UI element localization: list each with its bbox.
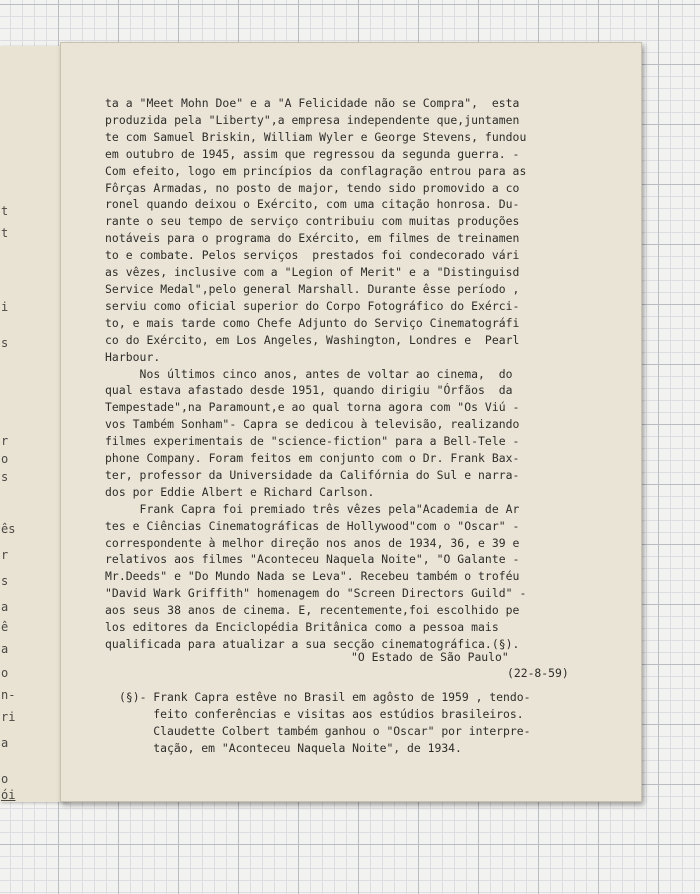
- text-line: vos Também Sonham"- Capra se dedicou à televisão, realizando: [105, 417, 520, 432]
- text-line: los editores da Enciclopédia Britânica como a pessoa mais: [105, 620, 499, 635]
- fragment: o: [1, 666, 9, 680]
- text-line: ta a "Meet Mohn Doe" e a "A Felicidade não se Compra", esta: [105, 96, 520, 110]
- fragment: o: [1, 772, 9, 786]
- underlying-page: [0, 46, 67, 802]
- text-line: notáveis para o programa do Exército, em filmes de treinamen: [105, 231, 520, 246]
- text-line: tes e Ciências Cinematográficas de Hollywood"com o "Oscar" -: [105, 518, 520, 533]
- text-line: serviu como oficial superior do Corpo Fotográfico do Exérci-: [105, 298, 520, 313]
- text-line: dos por Eddie Albert e Richard Carlson.: [105, 484, 375, 499]
- footnote-line: (§)- Frank Capra estêve no Brasil em agôsto de 1959 , tendo-: [119, 690, 531, 704]
- footnote-line: Claudette Colbert também ganhou o "Oscar" por interpre-: [119, 723, 531, 738]
- fragment: o: [1, 452, 9, 466]
- text-line: phone Company. Foram feitos em conjunto com o Dr. Frank Bax-: [105, 451, 520, 466]
- fragment: n-: [1, 688, 16, 702]
- text-line: Frank Capra foi premiado três vêzes pela"Academia de Ar: [105, 501, 520, 516]
- fragment: s: [1, 336, 9, 350]
- text-line: Service Medal",pelo general Marshall. Durante êsse período ,: [105, 281, 520, 296]
- fragment: ói: [1, 788, 16, 802]
- text-line: qual estava afastado desde 1951, quando dirigiu "Órfãos da: [105, 383, 513, 398]
- fragment: r: [1, 434, 9, 448]
- fragment: s: [1, 470, 9, 484]
- text-line: Mr.Deeds" e "Do Mundo Nada se Leva". Recebeu também o troféu: [105, 569, 520, 584]
- text-line: Fôrças Armadas, no posto de major, tendo sido promovido a co: [105, 180, 520, 195]
- fragment: a: [1, 642, 9, 656]
- text-line: relativos aos filmes "Aconteceu Naquela Noite", "O Galante -: [105, 552, 520, 567]
- text-line: ronel quando deixou o Exército, com uma citação honrosa. Du-: [105, 197, 520, 212]
- text-line: "David Wark Griffith" homenagem do "Screen Directors Guild" -: [105, 586, 527, 601]
- footnote: [119, 689, 619, 757]
- fragment: r: [1, 548, 9, 562]
- text-line: ter, professor da Universidade da Califórnia do Sul e narra-: [105, 467, 520, 482]
- text-line: em outubro de 1945, assim que regressou da segunda guerra. -: [105, 146, 520, 161]
- body-text: [105, 95, 625, 653]
- fragment: ê: [1, 620, 9, 634]
- text-line: produzida pela "Liberty",a empresa independente que,juntamen: [105, 112, 520, 127]
- fragment: a: [1, 600, 9, 614]
- text-line: to e combate. Pelos serviços prestados foi condecorado vári: [105, 248, 520, 263]
- fragment: ri: [1, 710, 16, 724]
- source-date: (22-8-59): [507, 666, 569, 680]
- text-line: filmes experimentais de "science-fiction" para a Bell-Tele -: [105, 434, 520, 449]
- text-line: aos seus 38 anos de cinema. E, recentemente,foi escolhido pe: [105, 603, 520, 618]
- fragment: i: [1, 300, 9, 314]
- fragment: a: [1, 736, 9, 750]
- text-line: correspondente à melhor direção nos anos de 1934, 36, e 39 e: [105, 535, 520, 550]
- typewritten-page: [60, 42, 642, 802]
- text-line: Harbour.: [105, 349, 161, 364]
- underlying-page-text: [0, 46, 66, 802]
- text-line: as vêzes, inclusive com a "Legion of Merit" e a "Distinguisd: [105, 265, 520, 280]
- text-line: Tempestade",na Paramount,e ao qual torna agora com "Os Viú -: [105, 400, 520, 415]
- fragment: t: [1, 226, 9, 240]
- text-line: to, e mais tarde como Chefe Adjunto do Serviço Cinematográfi: [105, 315, 520, 330]
- text-line: qualificada para atualizar a sua secção cinematográfica.(§).: [105, 637, 520, 651]
- source-attribution: "O Estado de São Paulo": [351, 650, 509, 664]
- text-line: co do Exército, em Los Angeles, Washington, Londres e Pearl: [105, 332, 520, 347]
- text-line: Com efeito, logo em princípios da conflagração entrou para as: [105, 163, 527, 178]
- text-line: Nos últimos cinco anos, antes de voltar ao cinema, do: [105, 366, 513, 381]
- fragment: s: [1, 574, 9, 588]
- text-line: rante o seu tempo de serviço contribuiu com muitas produções: [105, 214, 520, 229]
- footnote-line: feito conferências e visitas aos estúdios brasileiros.: [119, 706, 524, 721]
- fragment: ês: [1, 522, 16, 536]
- footnote-line: tação, em "Aconteceu Naquela Noite", de 1934.: [119, 740, 462, 755]
- fragment: t: [1, 204, 9, 218]
- text-line: te com Samuel Briskin, William Wyler e George Stevens, fundou: [105, 129, 527, 144]
